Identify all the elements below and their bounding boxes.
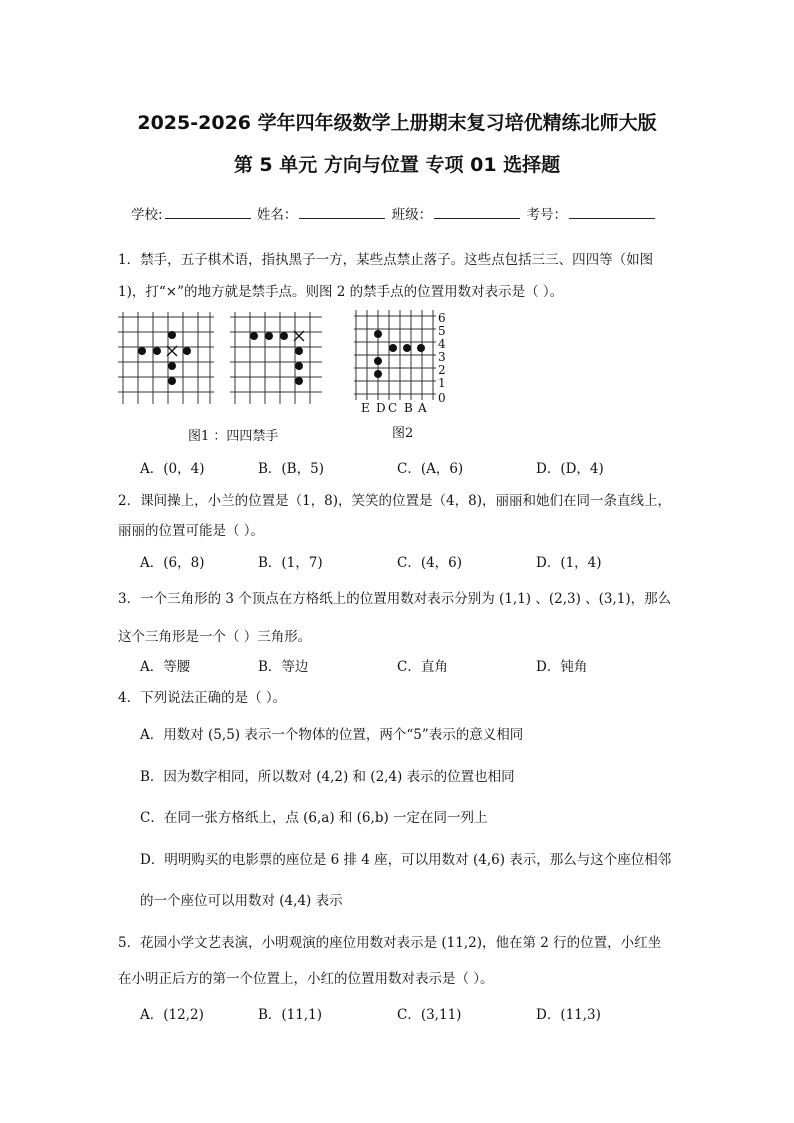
name-label: 姓名：	[256, 207, 298, 223]
col-label-d: D	[376, 401, 386, 415]
q1-option-a[interactable]: A．(0，4)	[140, 461, 205, 477]
col-label-b: B	[404, 401, 413, 415]
figure-1-board	[118, 312, 214, 404]
q3-option-a[interactable]: A．等腰	[140, 659, 191, 675]
row-label-6: 6	[438, 311, 446, 325]
school-label: 学校:	[131, 207, 163, 223]
q4-option-c[interactable]: C．在同一张方格纸上，点 (6,a) 和 (6,b) 一定在同一列上	[140, 810, 488, 826]
q2-option-c[interactable]: C．(4，6)	[397, 555, 463, 571]
q4-option-d-continuation: 的一个座位可以用数对 (4,4) 表示	[140, 893, 343, 909]
q5-option-d[interactable]: D．(11,3)	[536, 1007, 601, 1023]
q5-line1: 5．花园小学文艺表演，小明观演的座位用数对表示是 (11,2)，他在第 2 行的位置，小红坐	[118, 935, 662, 951]
q5-option-a[interactable]: A．(12,2)	[140, 1007, 204, 1023]
figure-2-caption: 图2	[392, 426, 414, 441]
q1-line1: 1．禁手，五子棋术语，指执黑子一方，某些点禁止落子。这些点包括三三、四四等（如图	[118, 252, 654, 268]
q3-line2: 这个三角形是一个（ ）三角形。	[118, 629, 312, 645]
q5-option-c[interactable]: C．(3,11)	[397, 1007, 462, 1023]
q4-option-a[interactable]: A．用数对 (5,5) 表示一个物体的位置，两个“5”表示的意义相同	[140, 727, 524, 743]
row-label-4: 4	[438, 337, 446, 351]
q5-option-b[interactable]: B．(11,1)	[258, 1007, 323, 1023]
row-label-5: 5	[438, 324, 446, 338]
q3-option-d[interactable]: D．钝角	[536, 659, 588, 675]
school-blank[interactable]	[165, 204, 251, 219]
row-label-0: 0	[438, 391, 446, 405]
row-label-1: 1	[438, 376, 446, 390]
q5-line2: 在小明正后方的第一个位置上，小红的位置用数对表示是（ ）。	[118, 971, 494, 987]
row-label-3: 3	[438, 350, 446, 364]
figure-2-column-labels	[361, 401, 427, 415]
q1-line2: 1)，打“×”的地方就是禁手点。则图 2 的禁手点的位置用数对表示是（ ）。	[118, 284, 564, 300]
page-title: 2025-2026 学年四年级数学上册期末复习培优精练北师大版	[137, 112, 657, 134]
q3-line1: 3．一个三角形的 3 个顶点在方格纸上的位置用数对表示分别为 (1,1) 、(2,3) 、(3,1)，那么	[118, 591, 672, 607]
exam-number-label: 考号：	[526, 207, 567, 223]
figure-1-caption: 图1 ：四四禁手	[188, 429, 279, 444]
col-label-a: A	[418, 401, 427, 415]
q1-option-d[interactable]: D．(D，4)	[536, 461, 604, 477]
exam-number-blank[interactable]	[569, 204, 655, 219]
class-blank[interactable]	[434, 204, 520, 219]
figure-2-row-labels	[438, 311, 446, 405]
q2-option-d[interactable]: D．(1，4)	[536, 555, 602, 571]
q2-line1: 2．课间操上，小兰的位置是（1，8)，笑笑的位置是（4，8)，丽丽和她们在同一条直线上，	[118, 493, 671, 509]
figure-1b-board	[230, 312, 322, 404]
q2-option-a[interactable]: A．(6，8)	[140, 555, 205, 571]
q4-option-b[interactable]: B．因为数字相同，所以数对 (4,2) 和 (2,4) 表示的位置也相同	[140, 769, 515, 785]
q1-option-c[interactable]: C．(A，6)	[397, 461, 464, 477]
col-label-c: C	[388, 401, 398, 415]
q2-line2: 丽丽的位置可能是（ ）。	[118, 523, 265, 539]
row-label-2: 2	[438, 363, 446, 377]
page-subtitle: 第 5 单元 方向与位置 专项 01 选择题	[233, 154, 561, 176]
q4-option-d[interactable]: D．明明购买的电影票的座位是 6 排 4 座，可以用数对 (4,6) 表示，那么与这个座位相邻	[140, 852, 672, 868]
name-blank[interactable]	[299, 204, 385, 219]
q3-option-c[interactable]: C．直角	[397, 659, 448, 675]
q1-option-b[interactable]: B．(B，5)	[258, 461, 324, 477]
info-fields-row	[131, 203, 657, 223]
class-label: 班级：	[391, 207, 433, 223]
q2-option-b[interactable]: B．(1，7)	[258, 555, 323, 571]
q3-option-b[interactable]: B．等边	[258, 659, 309, 675]
figure-2-board	[354, 310, 454, 416]
col-label-e: E	[361, 401, 370, 415]
q4-stem: 4．下列说法正确的是（ ）。	[118, 690, 287, 706]
